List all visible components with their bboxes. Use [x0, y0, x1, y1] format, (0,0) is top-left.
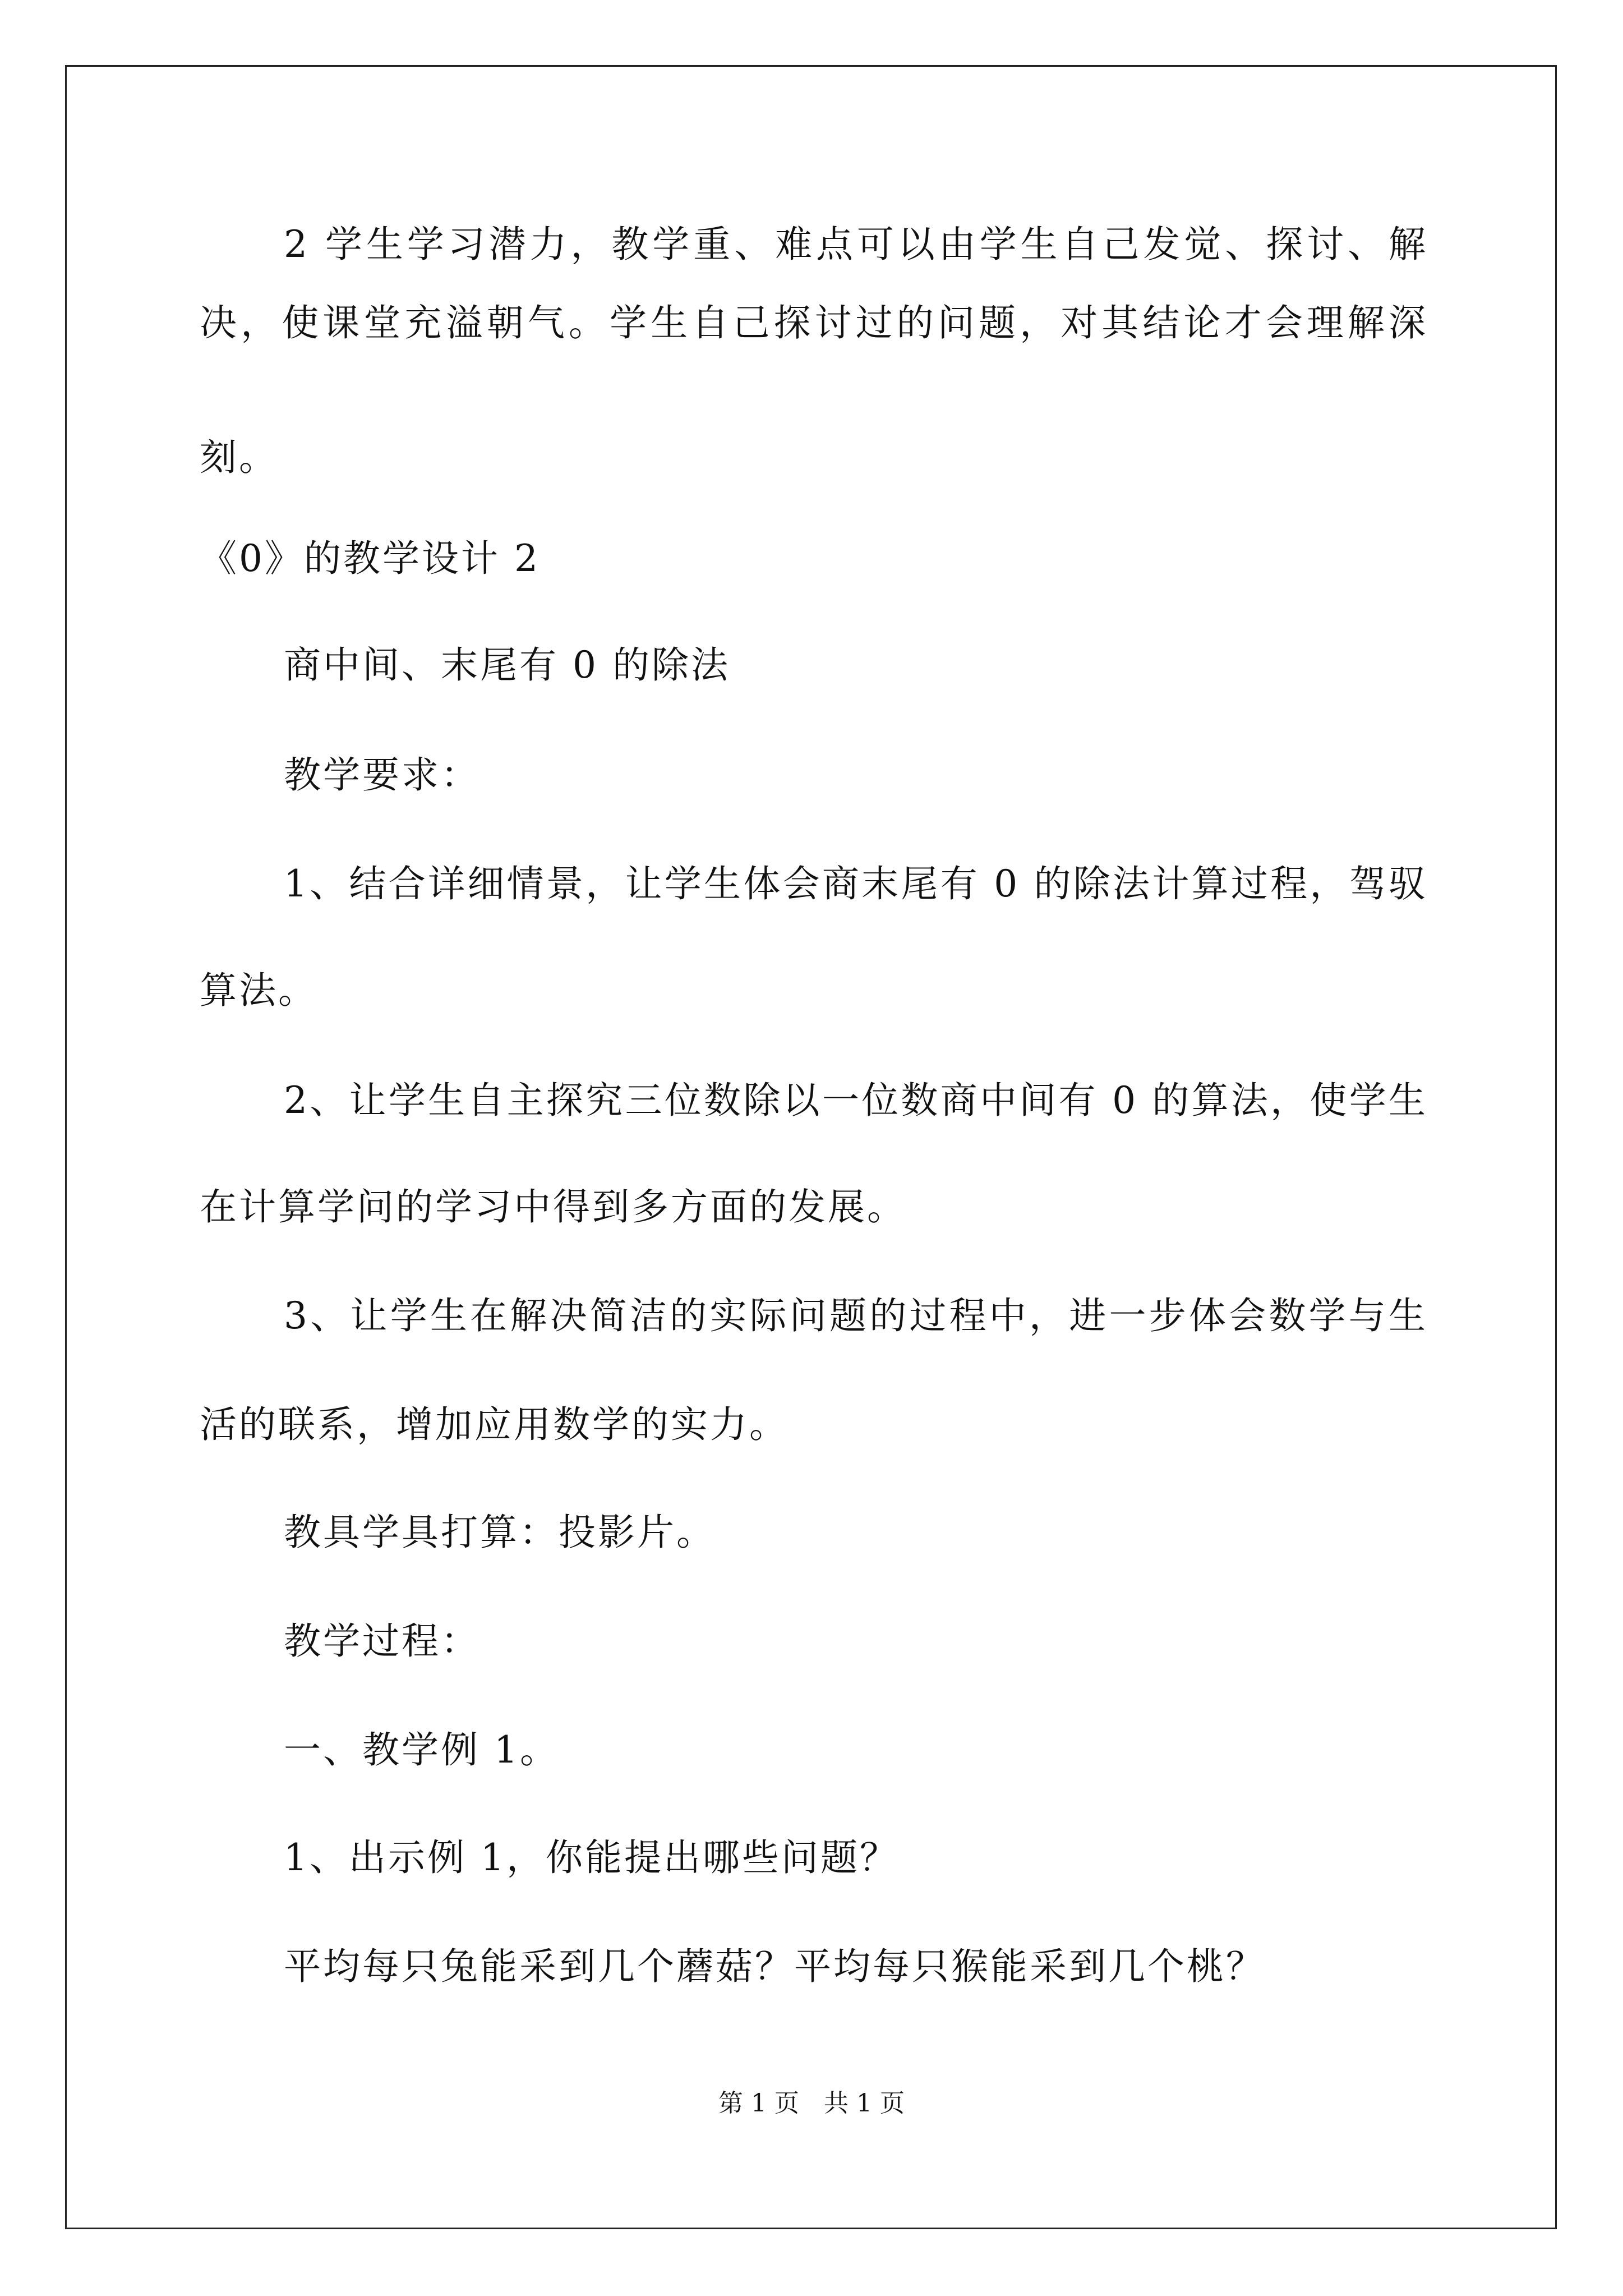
paragraph-line: 1、出示例 1，你能提出哪些问题？: [284, 1836, 899, 1879]
paragraph-line: 刻。: [200, 436, 278, 479]
paragraph-line: 教具学具打算：投影片。: [284, 1511, 716, 1554]
list-item-line: 算法。: [200, 969, 317, 1012]
paragraph-line: 一、教学例 1。: [284, 1728, 559, 1772]
paragraph-line: 教学过程：: [284, 1619, 480, 1663]
page-border: [65, 65, 1557, 2229]
paragraph-line: 决，使课堂充溢朝气。学生自己探讨过的问题，对其结论才会理解深: [200, 301, 1428, 344]
subtitle: 商中间、末尾有 0 的除法: [284, 643, 730, 687]
page-footer: 第 1 页 共 1 页: [718, 2089, 905, 2118]
section-heading: 《0》的教学设计 2: [200, 537, 540, 580]
list-item-line: 3、让学生在解决简洁的实际问题的过程中，进一步体会数学与生: [284, 1294, 1428, 1337]
list-item-line: 1、结合详细情景，让学生体会商末尾有 0 的除法计算过程，驾驭: [284, 862, 1428, 905]
list-item-line: 2、让学生自主探究三位数除以一位数商中间有 0 的算法，使学生: [284, 1079, 1428, 1122]
paragraph-line: 2 学生学习潜力，教学重、难点可以由学生自己发觉、探讨、解: [284, 223, 1428, 266]
list-item-line: 活的联系，增加应用数学的实力。: [200, 1403, 789, 1446]
paragraph-line: 平均每只兔能采到几个蘑菇？平均每只猴能采到几个桃？: [284, 1945, 1265, 1988]
list-item-line: 在计算学问的学习中得到多方面的发展。: [200, 1185, 906, 1228]
paragraph-line: 教学要求：: [284, 753, 480, 797]
